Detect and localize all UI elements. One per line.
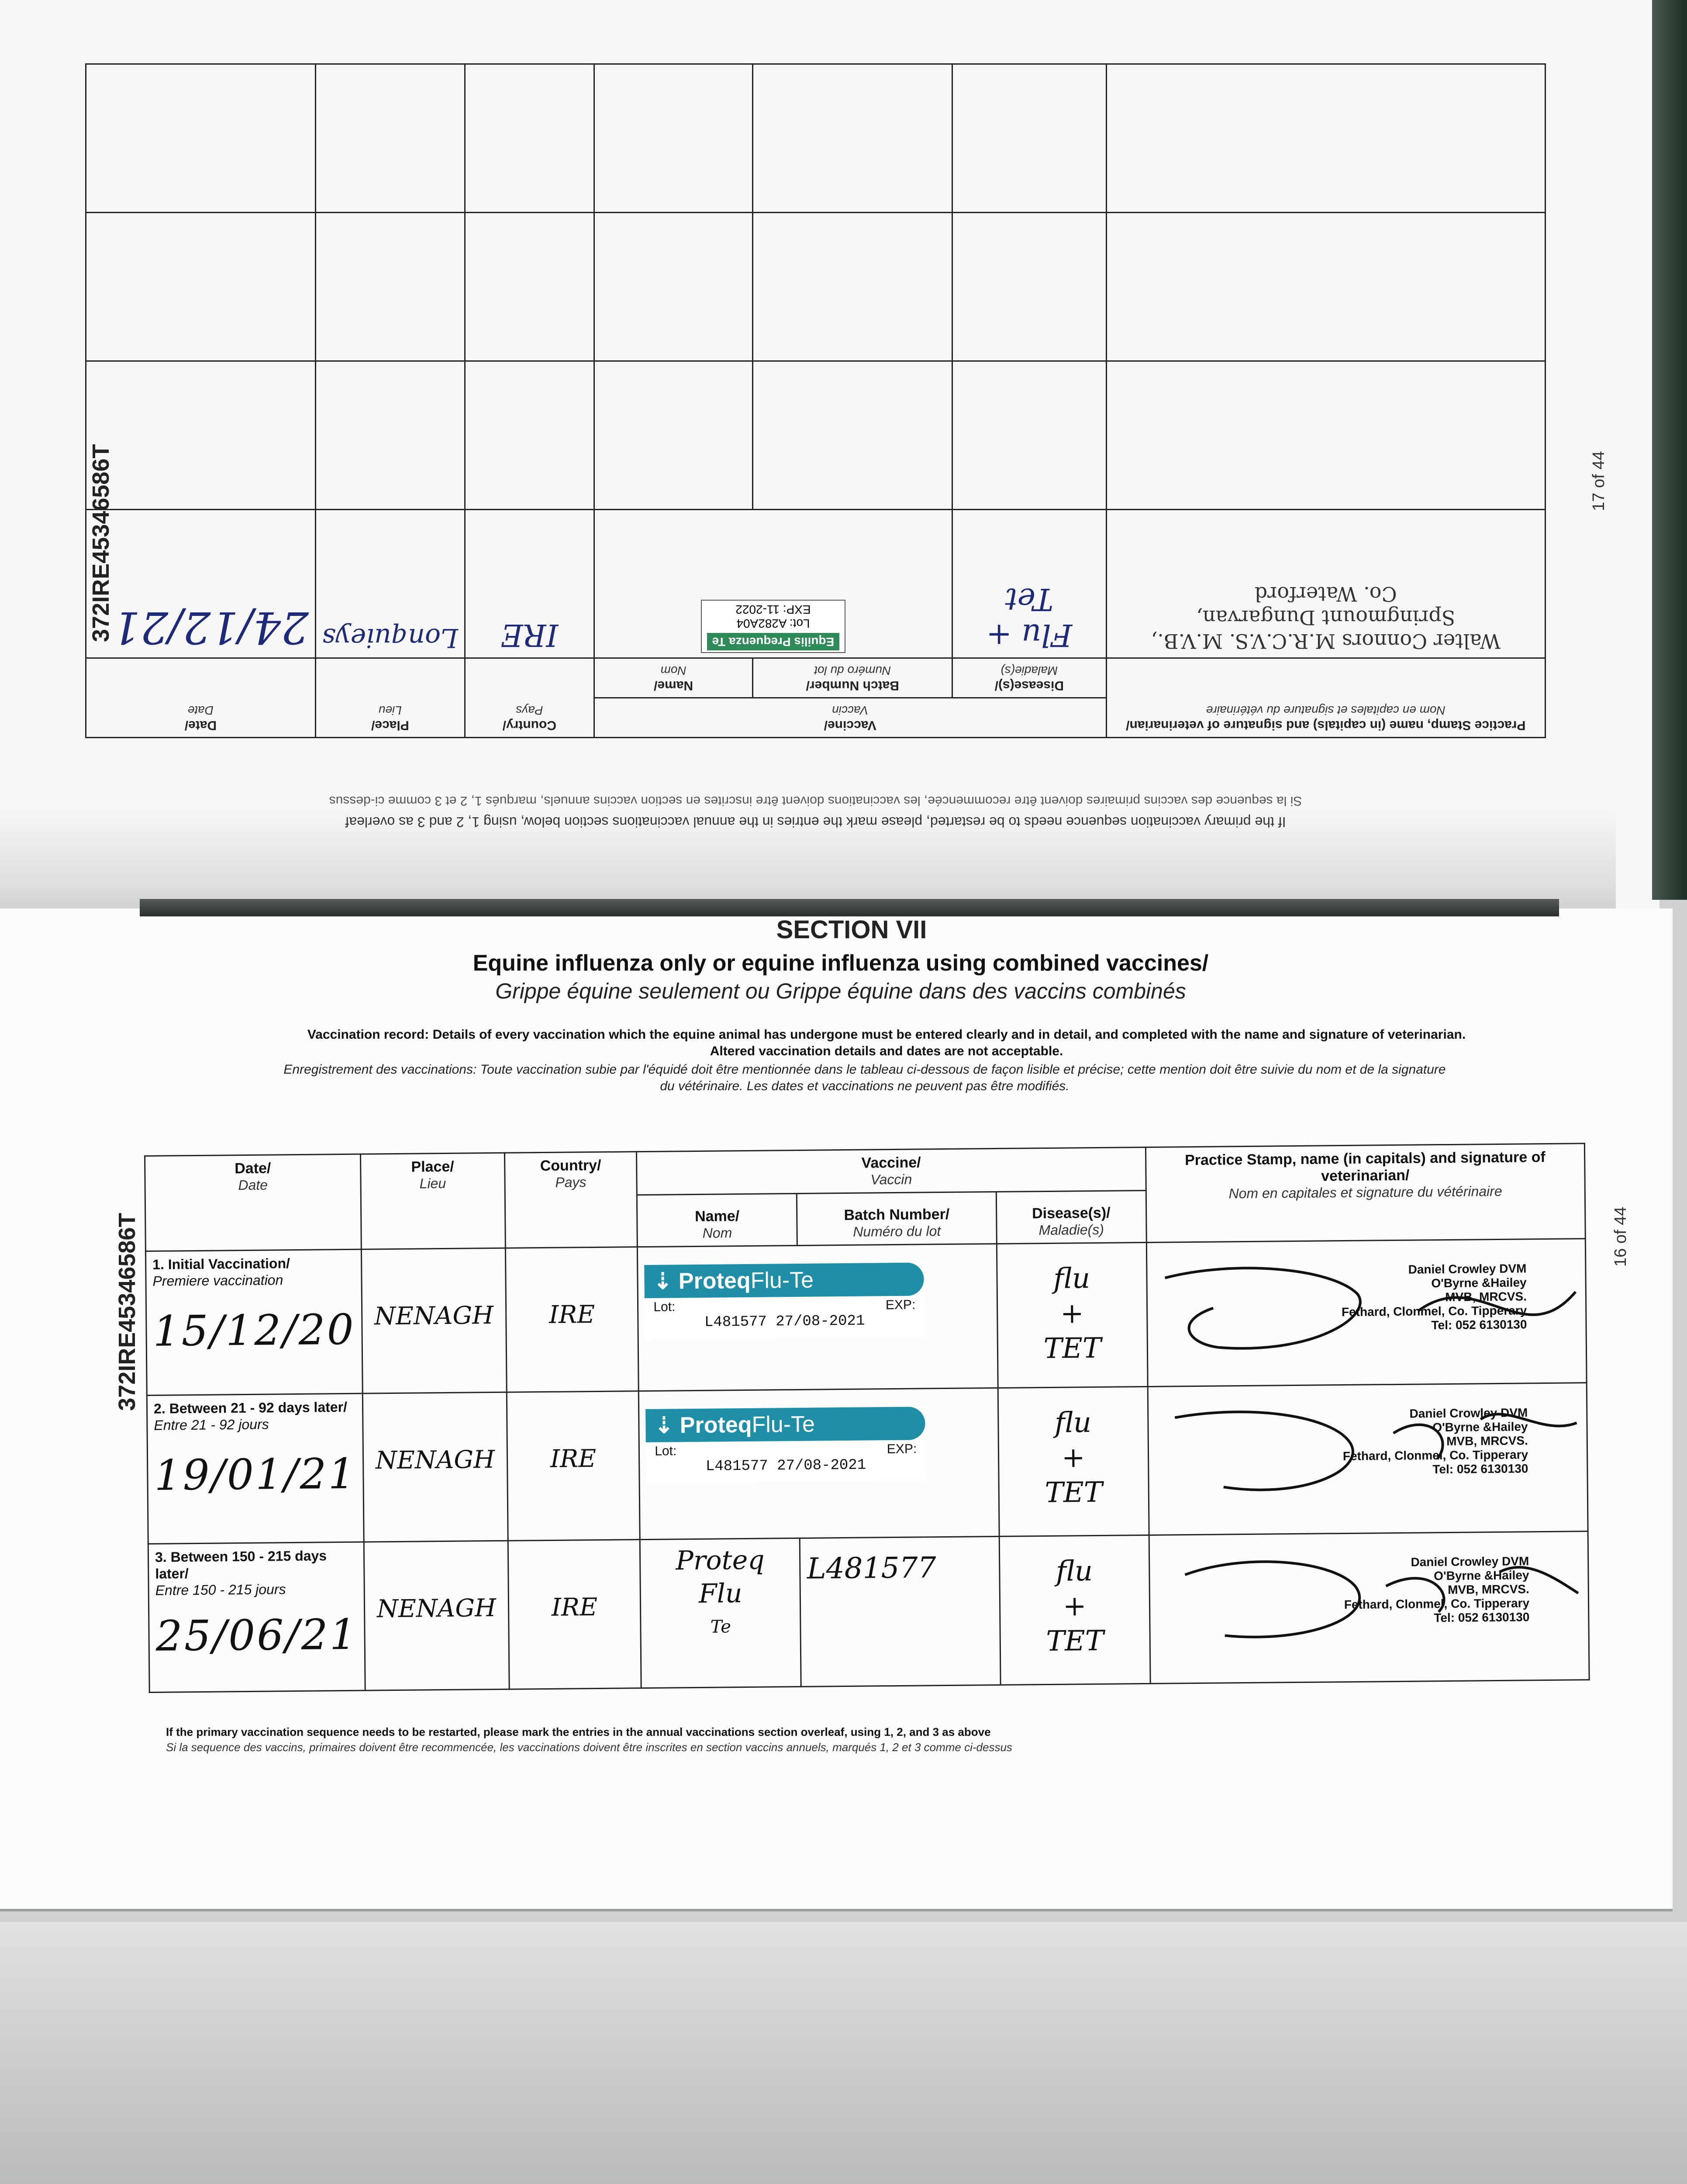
top-stamp-line1: Walter Connors M.R.C.V.S. M.V.B.,: [1151, 629, 1501, 653]
header-vaccine: [637, 1147, 1146, 1195]
page-fold-shadow: [140, 899, 1559, 916]
header-disease-fr: Maladie(s): [1038, 1221, 1104, 1238]
header-country: [504, 1152, 638, 1248]
row1-date: 15/12/20: [153, 1305, 356, 1356]
row3-date-cell: [148, 1542, 365, 1692]
top-empty-row: [86, 361, 1546, 510]
top-empty-row: [86, 64, 1546, 213]
row3-stamp-line5: Tel: 052 6130130: [1434, 1610, 1530, 1625]
header-disease-en: Disease(s)/: [1032, 1204, 1111, 1222]
row3-signature: [1149, 1532, 1587, 1667]
header-country-en: Country/: [540, 1157, 601, 1175]
row3-place: NENAGH: [376, 1594, 497, 1624]
row3-disease-cell: [999, 1535, 1150, 1685]
row1-disease-1: flu: [1053, 1262, 1090, 1295]
header-place-en: Place/: [411, 1158, 454, 1175]
row3-label: [155, 1547, 358, 1599]
row3-stamp-line4: Fethard, Clonmel, Co. Tipperary: [1344, 1596, 1530, 1612]
row1-stamp-line2: O'Byrne &Hailey: [1431, 1275, 1527, 1290]
row1-label: [152, 1254, 355, 1289]
top-vaccination-table: [85, 63, 1546, 738]
row1-stamp-cell: [1146, 1239, 1587, 1387]
top-header-batch-en: Batch Number/: [806, 678, 899, 693]
row2-proteq-label: [645, 1406, 925, 1483]
row3-vaccine-hand-2: Flu: [698, 1578, 742, 1609]
vaccination-row-2: [147, 1383, 1588, 1544]
top-header-batch: [753, 658, 952, 698]
header-stamp-en: Practice Stamp, name (in capitals) and signature of veterinarian/: [1184, 1148, 1546, 1185]
row1-stamp-line3: MVB, MRCVS.: [1445, 1289, 1527, 1304]
row2-date: 19/01/21: [154, 1449, 357, 1500]
row3-disease-2: +: [1063, 1590, 1087, 1623]
row2-date-cell: [147, 1393, 364, 1544]
row1-vaccine-cell: [638, 1244, 998, 1391]
section-title: SECTION VII: [776, 916, 927, 944]
header-stamp: [1145, 1144, 1585, 1243]
top-restart-note-fr: Si la sequence des vaccins primaires doivent être recommencée, les vaccinations doivent être inscrites en section vaccins annuels, marqués 1, 2 et 3 comme ci-dessus: [329, 794, 1302, 808]
row2-disease-3: TET: [1045, 1476, 1103, 1510]
top-header-batch-fr: Numéro du lot: [814, 664, 891, 677]
vaccination-table: [144, 1143, 1590, 1693]
top-header-country-en: Country/: [502, 718, 557, 733]
row3-country: IRE: [551, 1593, 598, 1622]
header-vaccine-fr: Vaccin: [870, 1171, 912, 1188]
row3-date: 25/06/21: [155, 1610, 359, 1661]
row2-stamp-line1: Daniel Crowley DVM: [1409, 1406, 1528, 1420]
row1-stamp-line5: Tel: 052 6130130: [1431, 1317, 1527, 1332]
top-header-stamp: [1106, 658, 1545, 738]
row3-batch-cell: L481577: [800, 1536, 1000, 1686]
header-country-fr: Pays: [555, 1174, 586, 1190]
top-header-date: [86, 658, 316, 738]
top-date-cell: 24/12/21: [86, 510, 316, 658]
equilis-label-name: Equilis Prequenza Te: [707, 633, 840, 650]
top-page-number: 17 of 44: [1590, 451, 1608, 511]
row3-stamp-cell: [1149, 1531, 1589, 1684]
top-header-name: [594, 658, 753, 698]
row1-country: IRE: [549, 1300, 595, 1329]
row2-vaccine-name: Proteq: [680, 1412, 752, 1438]
top-header-date-fr: Date: [187, 704, 214, 717]
header-name: [637, 1193, 797, 1247]
section-heading-en: Equine influenza only or equine influenza using combined vaccines/: [473, 950, 1209, 976]
row3-country-cell: [508, 1540, 642, 1690]
record-instructions-en: [188, 1026, 1585, 1060]
row2-country: IRE: [550, 1444, 597, 1473]
row1-disease-cell: [997, 1242, 1148, 1388]
row2-place: NENAGH: [375, 1445, 495, 1475]
header-place: [361, 1153, 505, 1249]
top-empty-row: [86, 213, 1546, 361]
footnote-en: If the primary vaccination sequence needs to be restarted, please mark the entries in the annual vaccinations section overleaf, using 1, 2, and 3 as above: [166, 1725, 991, 1738]
row2-lot-code: L481577 27/08-2021: [705, 1457, 866, 1475]
row1-country-cell: [505, 1247, 639, 1393]
top-header-vaccine-fr: Vaccin: [832, 704, 869, 717]
row1-vaccine-suffix: Flu-Te: [750, 1267, 814, 1293]
top-place-cell: Lonquieys: [315, 510, 465, 658]
arrow-down-icon: ⇣: [654, 1413, 674, 1438]
top-horse-id: 372IRE45346586T: [88, 444, 114, 642]
row1-disease-2: +: [1060, 1297, 1084, 1330]
header-date-en: Date/: [235, 1160, 271, 1177]
equilis-label: [701, 600, 846, 653]
row3-disease-3: TET: [1046, 1624, 1104, 1658]
record-instructions-fr-line1: Enregistrement des vaccinations: Toute vaccination subie par l'équidé doit être mentionnée dans le tableau ci-dessous de façon lisible et précise; cette mention doit être suivie du nom et de la signature: [283, 1062, 1446, 1077]
header-batch-en: Batch Number/: [844, 1206, 950, 1224]
row1-lot-code: L481577 27/08-2021: [704, 1313, 865, 1331]
top-header-row: [86, 698, 1546, 738]
row1-vaccine-name: Proteq: [678, 1268, 751, 1294]
row2-stamp-line3: MVB, MRCVS.: [1446, 1434, 1528, 1448]
top-header-place-en: Place/: [371, 718, 409, 733]
row2-place-cell: [362, 1392, 507, 1542]
header-place-fr: Lieu: [419, 1175, 446, 1192]
row2-vaccine-cell: [639, 1388, 999, 1539]
top-stamp-cell: [1106, 510, 1545, 658]
top-header-disease-en: Disease(s)/: [994, 678, 1064, 693]
top-header-disease-fr: Maladie(s): [1000, 664, 1058, 677]
top-header-place: [315, 658, 465, 738]
top-header-vaccine: [594, 698, 1106, 738]
row2-stamp-line5: Tel: 052 6130130: [1432, 1462, 1528, 1476]
row2-exp-label: EXP:: [887, 1441, 917, 1457]
scan-background: [0, 1922, 1687, 2184]
record-instructions-en-line2: Altered vaccination details and dates are not acceptable.: [710, 1044, 1063, 1058]
bottom-horse-id: 372IRE45346586T: [114, 1213, 140, 1411]
record-instructions-en-line1: Vaccination record: Details of every vaccination which the equine animal has undergone must be entered clearly and in detail, and completed with the name and signature of veterinarian.: [307, 1027, 1466, 1042]
top-header-stamp-en: Practice Stamp, name (in capitals) and signature of veterinarian/: [1126, 718, 1526, 733]
row1-place-cell: [362, 1248, 507, 1393]
row1-proteq-label: [645, 1262, 925, 1339]
row3-vaccine-hand-3: Te: [710, 1617, 731, 1637]
row1-proteq-lot-line: [645, 1296, 924, 1315]
header-vaccine-en: Vaccine/: [861, 1154, 921, 1171]
row1-lot-label: Lot:: [653, 1299, 676, 1314]
row2-proteq-lot-line: [646, 1440, 925, 1459]
row1-disease-3: TET: [1043, 1332, 1101, 1365]
equilis-lot-label: Lot:: [789, 617, 810, 630]
row1-proteq-bar: [645, 1262, 925, 1298]
top-header-name-fr: Nom: [660, 664, 687, 677]
row2-lot-label: Lot:: [655, 1444, 677, 1458]
top-header-disease: [952, 658, 1107, 698]
arrow-down-icon: ⇣: [653, 1268, 673, 1294]
top-restart-note-en: If the primary vaccination sequence needs to be restarted, please mark the entries in the annual vaccinations section below, using 1, 2 and 3 as overleaf: [345, 814, 1286, 830]
top-stamp-line3: Co. Waterford: [1254, 582, 1397, 606]
row2-vaccine-suffix: Flu-Te: [752, 1411, 815, 1438]
row3-stamp-line2: O'Byrne &Hailey: [1434, 1568, 1529, 1583]
row1-signature: [1147, 1239, 1585, 1374]
top-stamp-line2: Springmount Dungarvan,: [1196, 606, 1456, 629]
header-name-en: Name/: [694, 1208, 740, 1225]
record-instructions-fr: [144, 1061, 1585, 1095]
footnote-fr: Si la sequence des vaccins, primaires doivent être recommencée, les vaccinations doivent être inscrites en section vaccins annuels, marqués 1, 2 et 3 comme ci-dessus: [166, 1741, 1012, 1754]
top-header-country: [465, 658, 594, 738]
equilis-exp: 11-2022: [735, 603, 780, 616]
row3-disease-1: flu: [1056, 1555, 1093, 1588]
top-header-country-fr: Pays: [516, 704, 543, 717]
record-instructions-fr-line2: du vétérinaire. Les dates et vaccinations ne peuvent pas être modifiés.: [660, 1079, 1069, 1093]
top-header-vaccine-en: Vaccine/: [824, 718, 876, 733]
top-header-place-fr: Lieu: [378, 704, 402, 717]
header-disease: [996, 1190, 1146, 1244]
row2-stamp-line2: O'Byrne &Hailey: [1432, 1420, 1528, 1434]
top-header-date-en: Date/: [184, 718, 217, 733]
row2-label: [154, 1399, 356, 1434]
row2-disease-cell: [998, 1386, 1149, 1536]
row1-label-en: 1. Initial Vaccination/: [152, 1255, 290, 1272]
top-header-stamp-fr: Nom en capitales et signature du vétérinaire: [1206, 704, 1446, 717]
row1-exp-label: EXP:: [885, 1297, 916, 1313]
row2-label-en: 2. Between 21 - 92 days later/: [153, 1399, 348, 1417]
bottom-page-number: 16 of 44: [1611, 1206, 1630, 1267]
section-heading-fr: Grippe équine seulement ou Grippe équine dans des vaccins combinés: [495, 979, 1186, 1003]
equilis-exp-label: EXP:: [783, 603, 811, 616]
row2-disease-1: flu: [1054, 1406, 1092, 1439]
row3-stamp-line3: MVB, MRCVS.: [1447, 1582, 1529, 1597]
header-date-fr: Date: [238, 1177, 268, 1193]
row1-stamp-line1: Daniel Crowley DVM: [1408, 1261, 1527, 1276]
row3-vaccine-name-cell: [640, 1538, 801, 1688]
row1-date-cell: [145, 1249, 362, 1395]
row2-stamp-cell: [1148, 1383, 1588, 1535]
top-entry-row: [86, 510, 1546, 658]
header-batch: [797, 1192, 997, 1245]
top-page-rotated-content: [0, 0, 1659, 874]
vaccination-row-3: [148, 1531, 1589, 1693]
top-header-name-en: Name/: [654, 678, 693, 693]
row1-place: NENAGH: [374, 1301, 494, 1331]
row3-label-en: 3. Between 150 - 215 days later/: [155, 1548, 327, 1582]
row3-place-cell: [364, 1541, 509, 1690]
header-batch-fr: Numéro du lot: [853, 1223, 941, 1240]
row3-label-fr: Entre 150 - 215 jours: [155, 1581, 286, 1598]
row2-stamp-line4: Fethard, Clonmel, Co. Tipperary: [1342, 1448, 1528, 1463]
equilis-lot: A282A04: [736, 617, 787, 630]
top-disease-cell: Flu + Tet: [952, 510, 1107, 658]
header-date: [145, 1154, 362, 1251]
top-country-cell: IRE: [465, 510, 594, 658]
row2-label-fr: Entre 21 - 92 jours: [154, 1416, 269, 1433]
row2-proteq-bar: [645, 1406, 925, 1442]
vaccination-row-1: [145, 1239, 1587, 1396]
top-vaccine-cell: [594, 510, 952, 658]
header-name-fr: Nom: [702, 1225, 732, 1241]
row2-country-cell: [507, 1391, 640, 1541]
row2-disease-2: +: [1061, 1441, 1085, 1474]
row2-signature: [1148, 1383, 1586, 1518]
row3-stamp-line1: Daniel Crowley DVM: [1411, 1554, 1529, 1569]
row1-stamp-line4: Fethard, Clonmel, Co. Tipperary: [1341, 1303, 1527, 1319]
row1-label-fr: Premiere vaccination: [152, 1272, 283, 1289]
row3-vaccine-hand-1: Proteq: [676, 1545, 765, 1576]
header-stamp-fr: Nom en capitales et signature du vétérinaire: [1228, 1183, 1502, 1202]
